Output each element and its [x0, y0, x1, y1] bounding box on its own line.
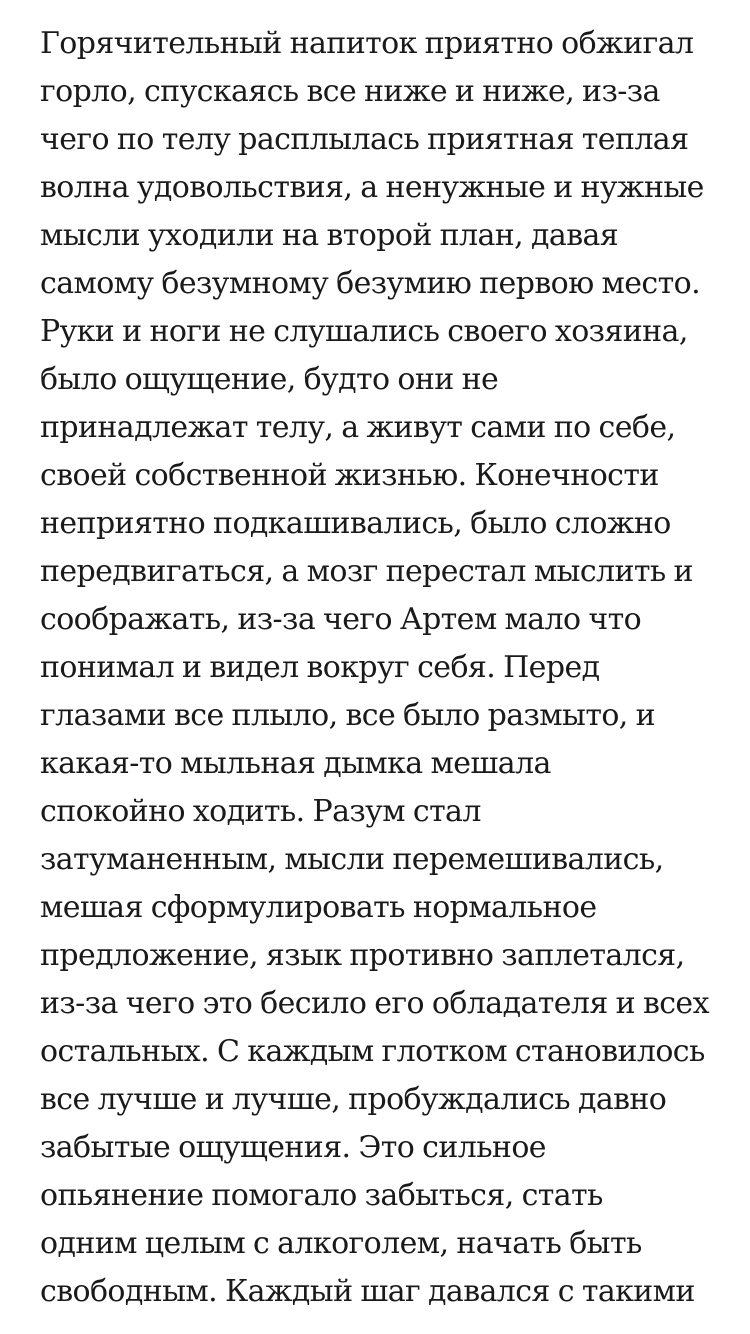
text-line: чего по телу расплылась приятная теплая	[40, 122, 689, 157]
text-line: Руки и ноги не слушались своего хозяина,	[40, 314, 688, 349]
text-line: затуманенным, мысли перемешивались,	[40, 842, 664, 877]
text-line: глазами все плыло, все было размыто, и	[40, 698, 656, 733]
text-line: волна удовольствия, а ненужные и нужные	[40, 170, 704, 205]
text-line: соображать, из-за чего Артем мало что	[40, 602, 642, 637]
text-line: остальных. С каждым глотком становилось	[40, 1034, 705, 1069]
text-line: неприятно подкашивались, было сложно	[40, 506, 671, 541]
text-line: опьянение помогало забыться, стать	[40, 1178, 603, 1213]
text-line: одним целым с алкоголем, начать быть	[40, 1226, 642, 1261]
text-line: передвигаться, а мозг перестал мыслить и	[40, 554, 693, 589]
text-line: понимал и видел вокруг себя. Перед	[40, 650, 600, 685]
text-line: мешая сформулировать нормальное	[40, 890, 597, 925]
story-text	[40, 20, 720, 1316]
text-line: забытые ощущения. Это сильное	[40, 1130, 546, 1165]
text-line: какая-то мыльная дымка мешала	[40, 746, 551, 781]
text-line: мысли уходили на второй план, давая	[40, 218, 619, 253]
text-line: свободным. Каждый шаг давался с такими	[40, 1274, 695, 1309]
text-line: из-за чего это бесило его обладателя и всех	[40, 986, 709, 1021]
text-line: все лучше и лучше, пробуждались давно	[40, 1082, 667, 1117]
text-line: принадлежат телу, а живут сами по себе,	[40, 410, 676, 445]
text-line: своей собственной жизнью. Конечности	[40, 458, 659, 493]
text-line: предложение, язык противно заплетался,	[40, 938, 685, 973]
text-line: было ощущение, будто они не	[40, 362, 499, 397]
text-line: спокойно ходить. Разум стал	[40, 794, 481, 829]
text-line: горло, спускаясь все ниже и ниже, из-за	[40, 74, 660, 109]
text-line: Горячительный напиток приятно обжигал	[40, 26, 694, 61]
text-line: самому безумному безумию первою место.	[40, 266, 701, 301]
